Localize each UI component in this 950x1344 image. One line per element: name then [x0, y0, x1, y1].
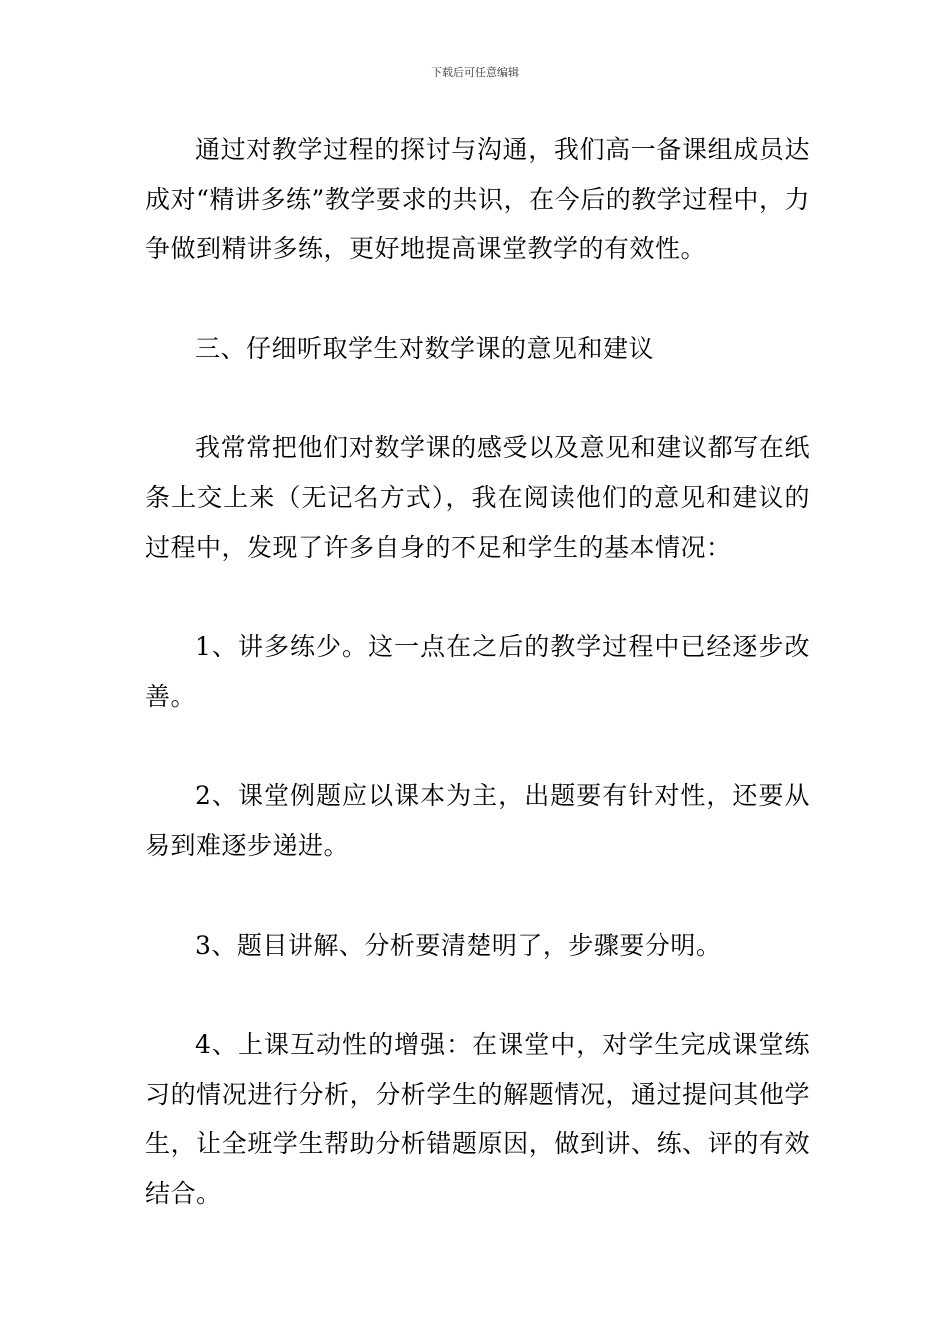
page-header: 下载后可任意编辑: [431, 66, 519, 79]
list-item-1: 1、讲多练少。这一点在之后的教学过程中已经逐步改善。: [145, 632, 810, 711]
paragraph-spacer: [145, 871, 810, 921]
list-item-4: 4、上课互动性的增强：在课堂中，对学生完成课堂练习的情况进行分析，分析学生的解题情况，通过提问其他学生，让全班学生帮助分析错题原因，做到讲、练、评的有效结合。: [145, 1030, 810, 1208]
section-heading-3: 三、仔细听取学生对数学课的意见和建议: [195, 333, 655, 363]
paragraph-spacer: [145, 721, 810, 771]
paragraph-spacer: [145, 970, 810, 1020]
list-item-3: 3、题目讲解、分析要清楚明了，步骤要分明。: [195, 930, 722, 960]
list-item-2: 2、课堂例题应以课本为主，出题要有针对性，还要从易到难逐步递进。: [145, 781, 810, 860]
paragraph-feedback-intro: 我常常把他们对数学课的感受以及意见和建议都写在纸条上交上来（无记名方式），我在阅读他们的意见和建议的过程中，发现了许多自身的不足和学生的基本情况：: [145, 433, 810, 562]
paragraph-discussion: 通过对教学过程的探讨与沟通，我们高一备课组成员达成对“精讲多练”教学要求的共识，在今后的教学过程中，力争做到精讲多练，更好地提高课堂教学的有效性。: [145, 135, 810, 264]
paragraph-spacer: [145, 572, 810, 622]
document-body: [145, 125, 810, 1219]
paragraph-spacer: [145, 274, 810, 324]
paragraph-spacer: [145, 373, 810, 423]
